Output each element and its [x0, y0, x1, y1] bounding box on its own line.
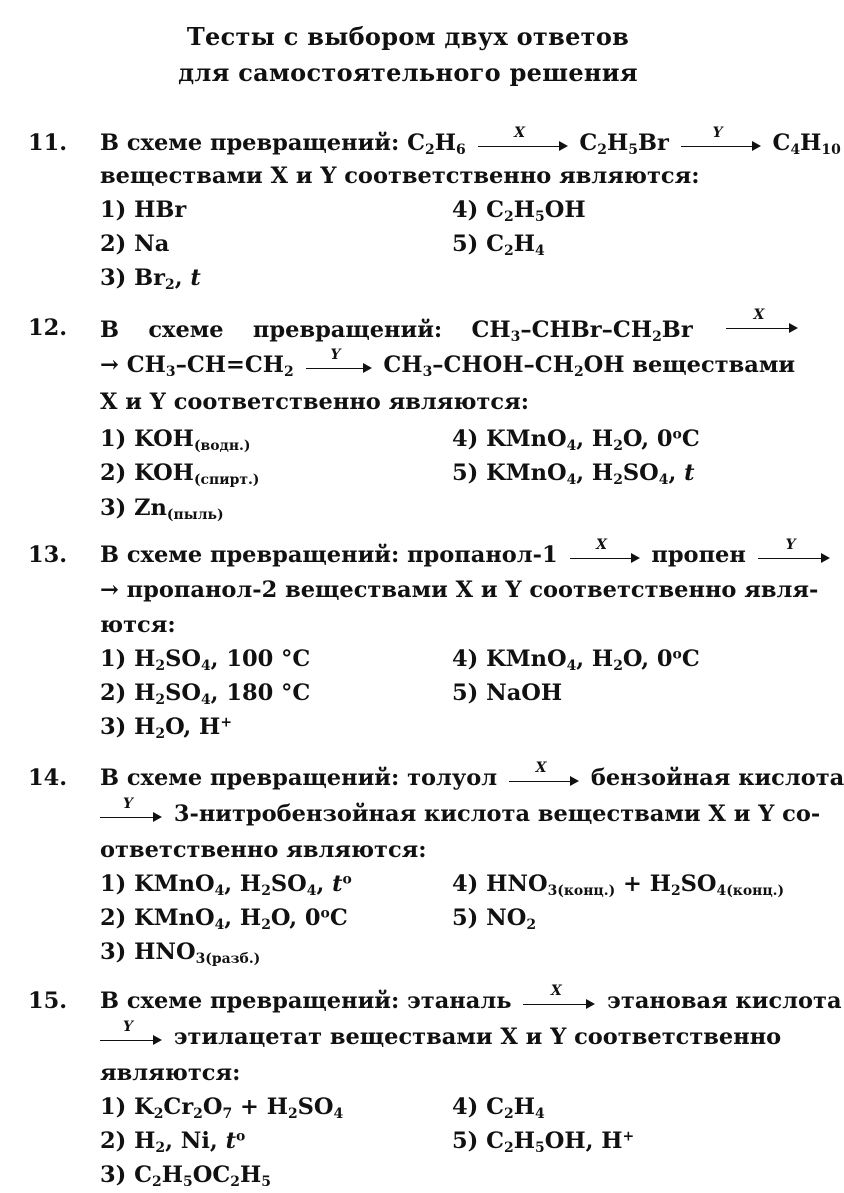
answer-option: 5) $NO_2$	[452, 905, 537, 933]
answer-option: 4) $C_2H_4$	[452, 1094, 545, 1122]
question-text-line: В схеме превращений: $C_2H_6$ X $C_2H_5Br$ Y $C_4H_{10}$	[100, 125, 841, 158]
answer-option: 3) $HNO_{3(разб.)}$	[100, 939, 261, 967]
question-text-line: веществами X и Y соответственно являются:	[100, 163, 700, 189]
reaction-arrow-y: Y	[100, 804, 162, 826]
answer-option: 5) $C_2H_4$	[452, 231, 545, 259]
question-text-line: Y этилацетат веществами X и Y соответственно	[100, 1024, 802, 1050]
page-title: Тесты с выбором двух ответов	[186, 22, 630, 51]
answer-option: 1) $K_2Cr_2O_7 + H_2SO_4$	[100, 1094, 344, 1122]
reaction-arrow-y: Y	[758, 545, 830, 567]
answer-option: 1) HBr	[100, 197, 187, 223]
answer-option: 5) KMnO$_4$, $H_2SO_4$, t	[452, 460, 695, 488]
question-number: 13.	[28, 542, 68, 568]
question-text-line: → $CH_3-CH=CH_2$ Y $CH_3-CHOH-CH_2OH$ веществами	[100, 347, 796, 380]
question-number: 12.	[28, 315, 68, 341]
question-text-line: → пропанол-2 веществами X и Y соответственно явля-	[100, 577, 819, 603]
question-text-line: В схеме превращений: $CH_3-CHBr-CH_2Br$ X	[100, 315, 802, 343]
answer-option: 2) KMnO$_4$, $H_2O$, 0$^o$C	[100, 905, 348, 933]
answer-option: 1) $H_2SO_4$, 100 °C	[100, 646, 311, 674]
answer-option: 3) $H_2O$, H+	[100, 714, 233, 742]
answer-option: 1) KMnO$_4$, $H_2SO_4$, $t^o$	[100, 871, 352, 899]
reaction-arrow-x: X	[570, 545, 640, 567]
answer-option: 2) $H_2SO_4$, 180 °C	[100, 680, 311, 708]
answer-option: 3) $Br_2$, t	[100, 265, 201, 293]
question-text-line: ются:	[100, 612, 176, 638]
answer-option: 4) KMnO$_4$, $H_2O$, 0$^o$C	[452, 646, 700, 674]
question-text-line: ответственно являются:	[100, 837, 427, 863]
question-text-line: являются:	[100, 1060, 241, 1086]
question-number: 14.	[28, 765, 68, 791]
reaction-arrow-y: Y	[306, 355, 372, 377]
answer-option: 4) KMnO$_4$, $H_2O$, 0$^o$C	[452, 426, 700, 454]
answer-option: 5) NaOH	[452, 680, 563, 706]
reaction-arrow-y: Y	[681, 133, 761, 155]
answer-option: 3) $C_2H_5OC_2H_5$	[100, 1162, 271, 1190]
answer-option: 2) $H_2$, Ni, $t^o$	[100, 1128, 246, 1156]
answer-option: 4) $HNO_{3(конц.)} + H_2SO_{4(конц.)}$	[452, 871, 785, 899]
answer-option: 5) $C_2H_5OH$, H+	[452, 1128, 635, 1156]
reaction-arrow-x: X	[726, 315, 798, 337]
question-text-line: В схеме превращений: толуол X бензойная кислота	[100, 760, 844, 791]
page-subtitle: для самостоятельного решения	[178, 58, 638, 87]
answer-option: 4) $C_2H_5OH$	[452, 197, 586, 225]
question-text-line: В схеме превращений: этаналь X этановая кислота	[100, 983, 842, 1014]
reaction-arrow-x: X	[478, 133, 568, 155]
question-text-line: Y 3-нитробензойная кислота веществами X и Y со-	[100, 801, 802, 827]
question-number: 11.	[28, 130, 68, 156]
reaction-arrow-x: X	[509, 768, 579, 790]
answer-option: 2) $KOH_{(спирт.)}$	[100, 460, 260, 488]
question-number: 15.	[28, 988, 68, 1014]
question-text-line: X и Y соответственно являются:	[100, 389, 530, 415]
question-text-line: В схеме превращений: пропанол-1 X пропен Y	[100, 542, 802, 568]
reaction-arrow-y: Y	[100, 1027, 162, 1049]
reaction-arrow-x: X	[523, 991, 595, 1013]
answer-option: 2) Na	[100, 231, 170, 257]
answer-option: 3) $Zn_{(пыль)}$	[100, 495, 224, 523]
answer-option: 1) $KOH_{(водн.)}$	[100, 426, 251, 454]
